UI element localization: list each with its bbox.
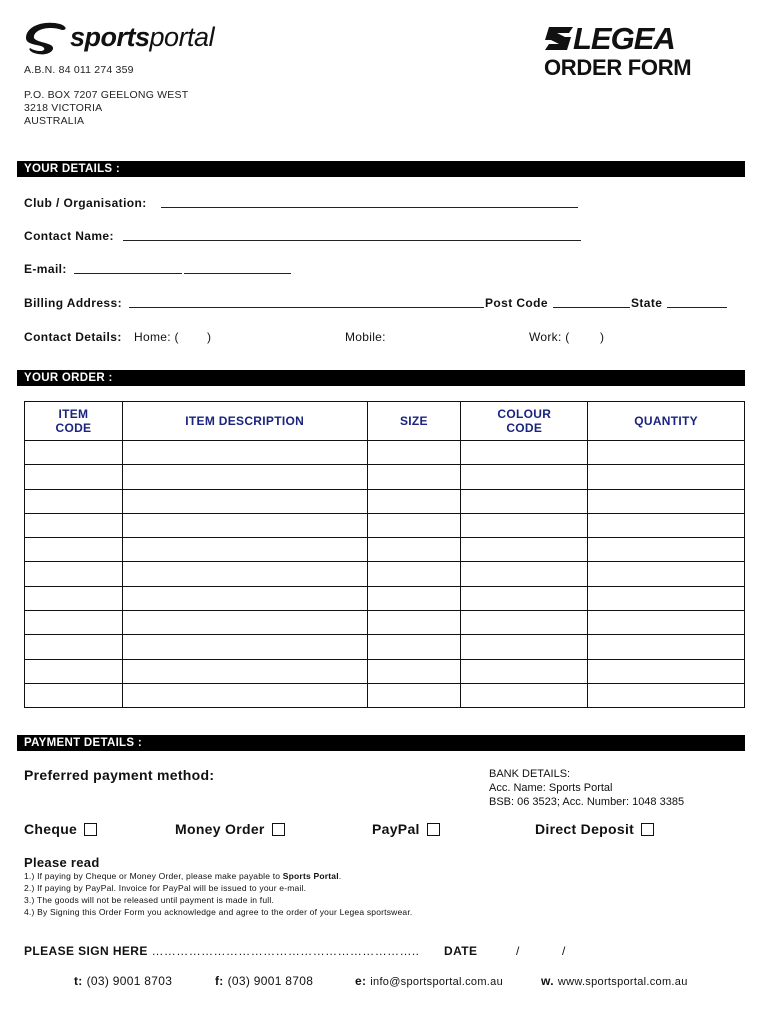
colour-code-cell[interactable] <box>461 586 588 610</box>
payment-option-money-order[interactable] <box>175 821 285 837</box>
form-title: ORDER FORM <box>544 55 692 80</box>
cheque-checkbox[interactable] <box>84 823 97 836</box>
quantity-cell[interactable] <box>588 611 745 635</box>
bank-bsb-account: BSB: 06 3523; Acc. Number: 1048 3385 <box>489 796 685 808</box>
footer-fax: f: (03) 9001 8708 <box>215 974 314 988</box>
quantity-cell[interactable] <box>588 513 745 537</box>
home-phone-close: ) <box>207 330 212 344</box>
colour-code-cell[interactable] <box>461 611 588 635</box>
club-label: Club / Organisation: <box>24 196 147 210</box>
state-field[interactable] <box>667 307 727 308</box>
state-label: State <box>631 296 663 310</box>
item-code-cell[interactable] <box>25 489 123 513</box>
order-row <box>25 586 745 610</box>
size-cell[interactable] <box>367 562 461 586</box>
item-code-cell[interactable] <box>25 659 123 683</box>
footer-website[interactable]: w. www.sportsportal.com.au <box>541 974 688 988</box>
item-code-cell[interactable] <box>25 683 123 707</box>
order-row <box>25 635 745 659</box>
quantity-cell[interactable] <box>588 489 745 513</box>
item-code-cell[interactable] <box>25 635 123 659</box>
billing-address-label: Billing Address: <box>24 296 122 310</box>
colour-code-cell[interactable] <box>461 562 588 586</box>
sportsportal-logo <box>22 20 242 60</box>
paypal-checkbox[interactable] <box>427 823 440 836</box>
home-phone-label: Home: ( <box>134 330 179 344</box>
your-order-heading: YOUR ORDER : <box>17 370 745 386</box>
signature-dots[interactable]: ……………………………………………………….. <box>151 944 420 958</box>
item-description-cell[interactable] <box>122 465 367 489</box>
colour-code-cell[interactable] <box>461 635 588 659</box>
colour-code-cell[interactable] <box>461 465 588 489</box>
item-description-cell[interactable] <box>122 635 367 659</box>
item-description-cell[interactable] <box>122 562 367 586</box>
bank-details-title: BANK DETAILS: <box>489 768 571 780</box>
size-cell[interactable] <box>367 586 461 610</box>
address-line-2: 3218 VICTORIA <box>24 102 103 114</box>
club-field[interactable] <box>161 207 578 208</box>
item-description-cell[interactable] <box>122 683 367 707</box>
order-row <box>25 465 745 489</box>
brand-bold-text: sports <box>70 22 150 52</box>
size-cell[interactable] <box>367 465 461 489</box>
quantity-cell[interactable] <box>588 635 745 659</box>
contact-name-field[interactable] <box>123 240 581 241</box>
item-description-cell[interactable] <box>122 611 367 635</box>
order-row <box>25 441 745 465</box>
order-row <box>25 538 745 562</box>
abn-text: A.B.N. 84 011 274 359 <box>24 64 134 76</box>
item-description-cell[interactable] <box>122 586 367 610</box>
item-description-cell[interactable] <box>122 659 367 683</box>
billing-address-field[interactable] <box>129 307 484 308</box>
item-code-cell[interactable] <box>25 441 123 465</box>
date-slash-2: / <box>562 944 566 958</box>
order-row <box>25 611 745 635</box>
quantity-cell[interactable] <box>588 683 745 707</box>
money-order-label: Money Order <box>175 821 265 837</box>
item-code-cell[interactable] <box>25 513 123 537</box>
quantity-cell[interactable] <box>588 562 745 586</box>
work-phone-close: ) <box>600 330 605 344</box>
footer-phone: t: (03) 9001 8703 <box>74 974 173 988</box>
legea-wordmark: LEGEA <box>573 21 675 56</box>
col-item-code: ITEM CODE <box>25 402 123 441</box>
note-4: 4.) By Signing this Order Form you acknowledge and agree to the order of your Legea sportswear. <box>24 907 413 917</box>
size-cell[interactable] <box>367 683 461 707</box>
email-label: E-mail: <box>24 262 67 276</box>
order-row <box>25 513 745 537</box>
order-row <box>25 659 745 683</box>
col-colour-code: COLOUR CODE <box>461 402 588 441</box>
item-description-cell[interactable] <box>122 538 367 562</box>
signature-row[interactable] <box>24 944 419 958</box>
bank-account-name: Acc. Name: Sports Portal <box>489 782 613 794</box>
size-cell[interactable] <box>367 659 461 683</box>
colour-code-cell[interactable] <box>461 538 588 562</box>
direct-deposit-label: Direct Deposit <box>535 821 635 837</box>
quantity-cell[interactable] <box>588 586 745 610</box>
contact-name-label: Contact Name: <box>24 229 114 243</box>
date-label: DATE <box>444 944 478 958</box>
note-2: 2.) If paying by PayPal. Invoice for PayPal will be issued to your e-mail. <box>24 883 307 893</box>
your-details-heading: YOUR DETAILS : <box>17 161 745 177</box>
order-table <box>24 401 745 708</box>
item-code-cell[interactable] <box>25 611 123 635</box>
footer-email[interactable]: e: info@sportsportal.com.au <box>355 974 503 988</box>
brand-light-text: portal <box>149 22 215 52</box>
item-code-cell[interactable] <box>25 538 123 562</box>
order-row <box>25 489 745 513</box>
item-description-cell[interactable] <box>122 489 367 513</box>
order-table-header-row <box>25 402 745 441</box>
quantity-cell[interactable] <box>588 465 745 489</box>
postcode-label: Post Code <box>485 296 548 310</box>
col-size: SIZE <box>367 402 461 441</box>
colour-code-cell[interactable] <box>461 683 588 707</box>
size-cell[interactable] <box>367 513 461 537</box>
size-cell[interactable] <box>367 538 461 562</box>
money-order-checkbox[interactable] <box>272 823 285 836</box>
col-item-description: ITEM DESCRIPTION <box>122 402 367 441</box>
sign-label: PLEASE SIGN HERE <box>24 944 148 958</box>
work-phone-label: Work: ( <box>529 330 570 344</box>
size-cell[interactable] <box>367 635 461 659</box>
email-field-part-2[interactable] <box>184 273 291 274</box>
legea-logo <box>545 21 720 56</box>
order-row <box>25 562 745 586</box>
payment-details-heading: PAYMENT DETAILS : <box>17 735 745 751</box>
sportsportal-swoosh-icon <box>22 20 70 58</box>
quantity-cell[interactable] <box>588 441 745 465</box>
note-1: 1.) If paying by Cheque or Money Order, please make payable to Sports Portal. <box>24 871 342 881</box>
preferred-method-label: Preferred payment method: <box>24 767 215 783</box>
colour-code-cell[interactable] <box>461 513 588 537</box>
mobile-label: Mobile: <box>345 330 386 344</box>
contact-details-label: Contact Details: <box>24 330 122 344</box>
please-read-heading: Please read <box>24 855 100 870</box>
size-cell[interactable] <box>367 441 461 465</box>
legea-mark-icon <box>545 27 573 50</box>
colour-code-cell[interactable] <box>461 659 588 683</box>
note-3: 3.) The goods will not be released until payment is made in full. <box>24 895 275 905</box>
quantity-cell[interactable] <box>588 659 745 683</box>
item-code-cell[interactable] <box>25 562 123 586</box>
item-code-cell[interactable] <box>25 465 123 489</box>
quantity-cell[interactable] <box>588 538 745 562</box>
item-code-cell[interactable] <box>25 586 123 610</box>
cheque-label: Cheque <box>24 821 78 837</box>
size-cell[interactable] <box>367 611 461 635</box>
payment-option-paypal[interactable] <box>372 821 440 837</box>
address-line-1: P.O. BOX 7207 GEELONG WEST <box>24 89 189 101</box>
email-field-part-1[interactable] <box>74 273 182 274</box>
colour-code-cell[interactable] <box>461 441 588 465</box>
paypal-label: PayPal <box>372 821 420 837</box>
date-slash-1: / <box>516 944 520 958</box>
colour-code-cell[interactable] <box>461 489 588 513</box>
size-cell[interactable] <box>367 489 461 513</box>
payment-option-direct-deposit[interactable] <box>535 821 654 837</box>
item-description-cell[interactable] <box>122 513 367 537</box>
item-description-cell[interactable] <box>122 441 367 465</box>
direct-deposit-checkbox[interactable] <box>641 823 654 836</box>
payment-option-cheque[interactable] <box>24 821 97 837</box>
postcode-field[interactable] <box>553 307 630 308</box>
col-quantity: QUANTITY <box>588 402 745 441</box>
address-line-3: AUSTRALIA <box>24 115 85 127</box>
order-row <box>25 683 745 707</box>
